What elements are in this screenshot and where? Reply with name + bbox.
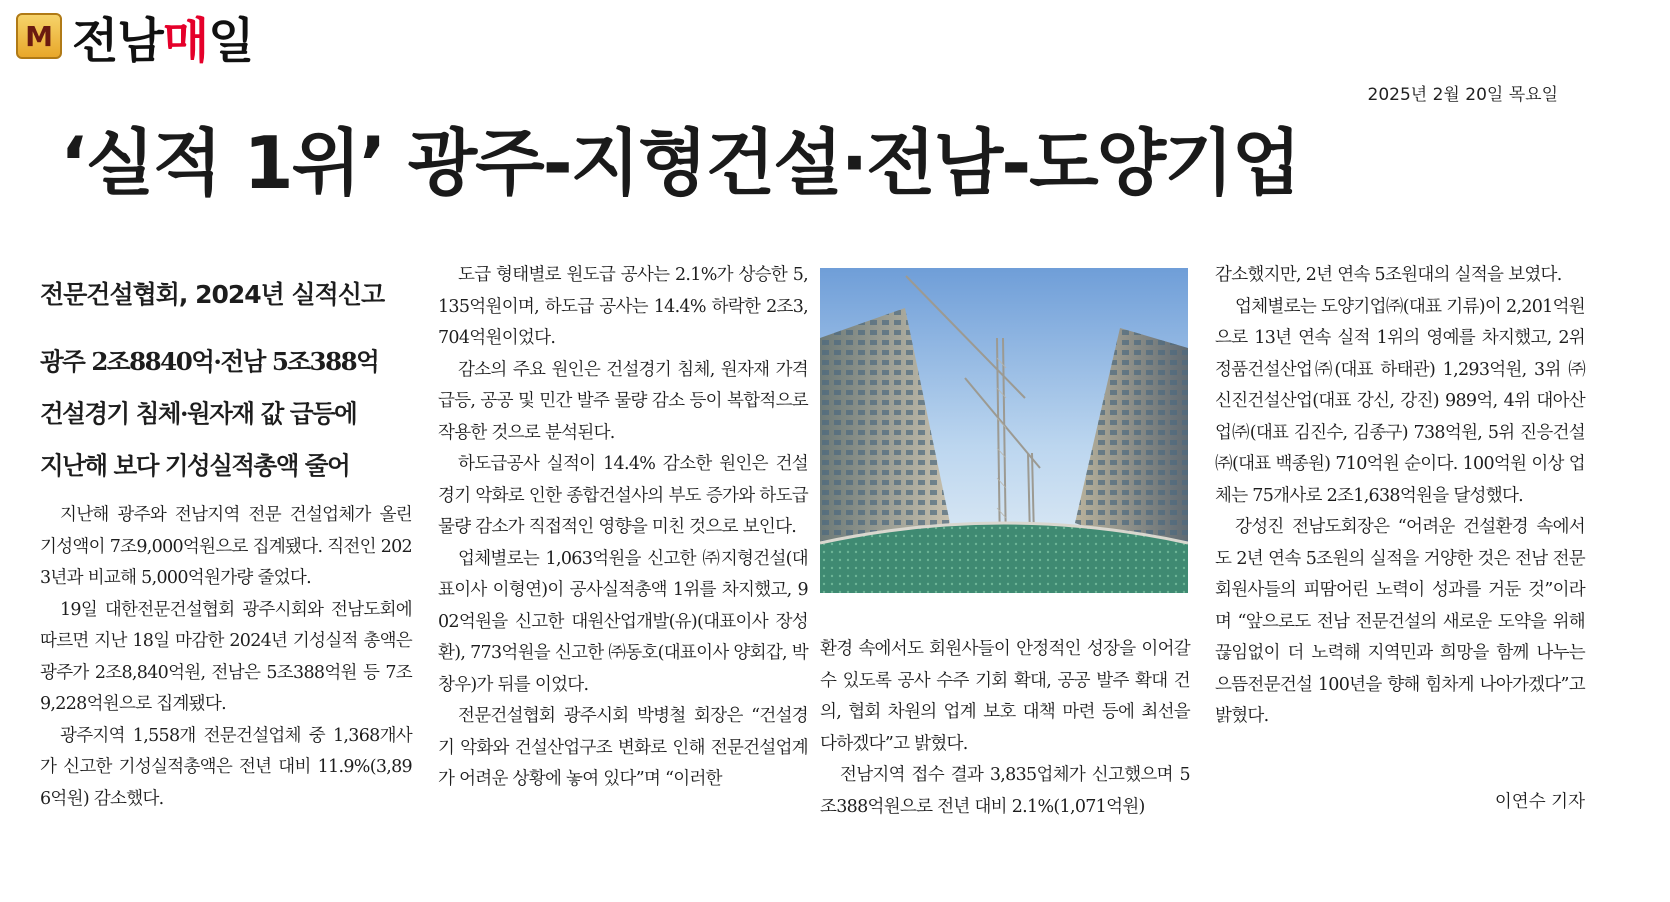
- paragraph: 환경 속에서도 회원사들이 안정적인 성장을 이어갈 수 있도록 공사 수주 기회 확대, 공공 발주 확대 건의, 협회 차원의 업계 보호 대책 마련 등에 최선을 다하겠다”고 밝혔다.: [820, 639, 1190, 754]
- subheadline-line: 광주 2조8840억·전남 5조388억: [40, 347, 379, 376]
- subheadline-secondary: [40, 336, 425, 492]
- paragraph: 감소의 주요 원인은 건설경기 침체, 원자재 가격 급등, 공공 및 민간 발주 물량 감소 등이 복합적으로 작용한 것으로 분석된다.: [438, 359, 808, 443]
- paragraph: 광주지역 1,558개 전문건설업체 중 1,368개사가 신고한 기성실적총액은 전년 대비 11.9%(3,896억원) 감소했다.: [40, 725, 412, 809]
- newspaper-name-part-1: 전남: [72, 12, 163, 69]
- article-column-1: [40, 500, 412, 815]
- article-column-4: [1215, 260, 1585, 733]
- paragraph: 전문건설협회 광주시회 박병철 회장은 “건설경기 악화와 건설산업구조 변화로 인해 전문건설업계가 어려운 상황에 놓여 있다”며 “이러한: [438, 706, 808, 789]
- newspaper-name-accent: 매: [162, 12, 209, 69]
- paragraph: 도급 형태별로 원도급 공사는 2.1%가 상승한 5,135억원이며, 하도급 공사는 14.4% 하락한 2조3,704억원이었다.: [438, 265, 808, 348]
- subheadline-line: 지난해 보다 기성실적총액 줄어: [40, 451, 350, 480]
- subheadline-primary: 전문건설협회, 2024년 실적신고: [40, 280, 385, 309]
- paragraph: 19일 대한전문건설협회 광주시회와 전남도회에 따르면 지난 18일 마감한 2024년 기성실적 총액은 광주가 2조8,840억원, 전남은 5조388억원 등 7조9,228억원으로 집계됐다.: [40, 599, 412, 714]
- headline: ‘실적 1위’ 광주-지형건설·전남-도양기업: [60, 121, 1300, 205]
- logo-badge: [16, 13, 62, 59]
- construction-site-photo: [820, 268, 1188, 593]
- paragraph: 업체별로는 1,063억원을 신고한 ㈜지형건설(대표이사 이형연)이 공사실적총액 1위를 차지했고, 902억원을 신고한 대원산업개발(유)(대표이사 장성환), 773억원을 신고한 ㈜동호(대표이사 양회갑, 박창우)가 뒤를 이었다.: [438, 548, 808, 695]
- newspaper-name-part-3: 일: [208, 12, 254, 69]
- paragraph: 지난해 광주와 전남지역 전문 건설업체가 올린 기성액이 7조9,000억원으로 집계됐다. 직전인 2023년과 비교해 5,000억원가량 줄었다.: [40, 505, 412, 588]
- reporter-byline: 이연수 기자: [1494, 792, 1585, 812]
- newspaper-name: [72, 2, 254, 71]
- logo-letter: M: [25, 19, 53, 53]
- paragraph: 하도급공사 실적이 14.4% 감소한 원인은 건설경기 악화로 인한 종합건설사의 부도 증가와 하도급 물량 감소가 직접적인 영향을 미친 것으로 보인다.: [438, 454, 808, 537]
- subheadline-line: 건설경기 침체·원자재 값 급등에: [40, 399, 357, 428]
- masthead: [16, 6, 254, 69]
- article-column-2: [438, 260, 808, 796]
- publication-date: 2025년 2월 20일 목요일: [1367, 85, 1558, 105]
- paragraph: 업체별로는 도양기업㈜(대표 기류)이 2,201억원으로 13년 연속 실적 1위의 영예를 차지했고, 2위 정품건설산업㈜(대표 하태관) 1,293억원, 3위 ㈜신진건설산업(대표 강신, 강진) 989억, 4위 대아산업㈜(대표 김진수, 김종구) 738억원, 5위 진응건설㈜(대표 백종원) 710억원 순이다. 100억원 이상 업체는 75개사로 2조1,638억원을 달성했다.: [1215, 296, 1585, 506]
- paragraph-continuation: 감소했지만, 2년 연속 5조원대의 실적을 보였다.: [1215, 265, 1562, 285]
- article-column-3: [820, 634, 1190, 823]
- paragraph: 강성진 전남도회장은 “어려운 건설환경 속에서도 2년 연속 5조원의 실적을 거양한 것은 전남 전문 회원사들의 피땀어린 노력이 성과를 거둔 것”이라며 “앞으로도 전남 전문건설의 새로운 도약을 위해 끊임없이 더 노력해 지역민과 희망을 함께 나누는 으뜸전문건설 100년을 향해 힘차게 나아가겠다”고 밝혔다.: [1215, 517, 1585, 726]
- paragraph: 전남지역 접수 결과 3,835업체가 신고했으며 5조388억원으로 전년 대비 2.1%(1,071억원): [820, 765, 1190, 817]
